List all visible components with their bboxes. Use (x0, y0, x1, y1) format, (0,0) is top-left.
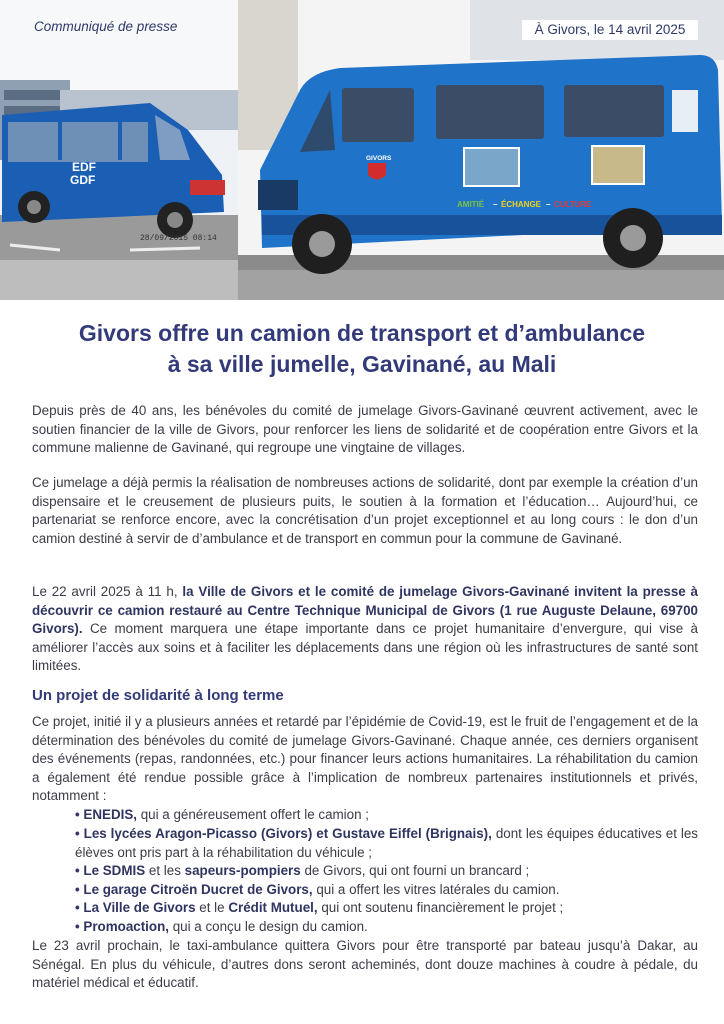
partner-item-enedis: • ENEDIS, qui a généreusement offert le camion ; (75, 807, 369, 822)
svg-text:–: – (546, 200, 551, 209)
partner-item-ville: • La Ville de Givors et le Crédit Mutuel, qui ont soutenu financièrement le projet ; (75, 900, 564, 915)
svg-text:–: – (493, 200, 498, 209)
title-line-1: Givors offre un camion de transport et d’ambulance (78, 320, 646, 346)
press-release-label: Communiqué de presse (34, 19, 178, 34)
header-photo-banner (0, 0, 724, 300)
partner-item-sdmis: • Le SDMIS et les sapeurs-pompiers de Givors, qui ont fourni un brancard ; (75, 863, 530, 878)
paragraph-partnership: Ce jumelage a déjà permis la réalisation de nombreuses actions de solidarité, dont par exemple la création d’un dispensaire et le creusement de plusieurs puits, le soutien à la formation et l’éducation… Aujourd’hui, ce partenariat se renforce encore, avec la concrétisation d’un projet exceptionnel et au long cours : le don d’un camion destiné à servir de d’ambulance et de transport en commun pour la commune de Gavinané. (32, 475, 698, 546)
event-description: Ce moment marquera une étape importante dans ce projet humanitaire d’envergure, qui vise à améliorer l’accès aux soins et à faciliter les déplacements dans une région où les infrastructures de santé sont limitées. (32, 621, 698, 674)
slogan-echange: ÉCHANGE (501, 200, 542, 209)
slogan-amitie: AMITIÉ (457, 200, 485, 209)
slogan-culture: CULTURE (554, 200, 592, 209)
paragraph-intro: Depuis près de 40 ans, les bénévoles du comité de jumelage Givors-Gavinané œuvrent activement, avec le soutien financier de la ville de Givors, pour renforcer les liens de solidarité et de coopération entre Givors et la commune malienne de Gavinané, qui regroupe une vingtaine de villages. (32, 403, 698, 456)
press-release-date: À Givors, le 14 avril 2025 (522, 20, 698, 40)
paragraph-event (32, 583, 698, 676)
photo-timestamp: 28/09/2015 08:14 (140, 234, 217, 243)
event-date: Le 22 avril 2025 à 11 h, (32, 584, 178, 599)
event-invitation: la Ville de Givors et le comité de jumelage Givors-Gavinané invitent la presse à découvrir ce camion restauré au Centre Technique Municipal de Givors (1 rue Auguste Delaune, 69700 Givors). (32, 584, 699, 637)
section-heading: Un projet de solidarité à long terme (32, 687, 284, 704)
paragraph-project: Ce projet, initié il y a plusieurs années et retardé par l’épidémie de Covid-19, est le fruit de l’engagement et de la détermination des bénévoles du comité de jumelage Givors-Gavinané. Chaque année, ces derniers organisent des événements (repas, randonnées, etc.) pour financer leurs actions humanitaires. La réhabilitation du camion a également été rendue possible grâce à l’implication de nombreux partenaires institutionnels et privés, notamment : (32, 714, 698, 804)
title-line-2: à sa ville jumelle, Gavinané, au Mali (167, 351, 557, 377)
van-photos-illustration (0, 0, 724, 300)
crest-label: GIVORS (366, 155, 392, 162)
gdf-text: GDF (70, 173, 96, 187)
page-title (0, 318, 724, 380)
paragraph-departure: Le 23 avril prochain, le taxi-ambulance quittera Givors pour être transporté par bateau jusqu’à Dakar, au Sénégal. En plus du véhicule, d’autres dons seront acheminés, dont douze machines à coudre à pédale, du matériel médical et éducatif. (32, 938, 698, 991)
partner-item-garage: • Le garage Citroën Ducret de Givors, qui a offert les vitres latérales du camion. (75, 882, 560, 897)
partner-item-promoaction: • Promoaction, qui a conçu le design du camion. (75, 919, 368, 934)
partner-item-lycees: • Les lycées Aragon-Picasso (Givors) et Gustave Eiffel (Brignais), dont les équipes éducatives et les élèves ont pris part à la réhabilitation du véhicule ; (75, 826, 698, 860)
edf-text: EDF (72, 160, 96, 174)
